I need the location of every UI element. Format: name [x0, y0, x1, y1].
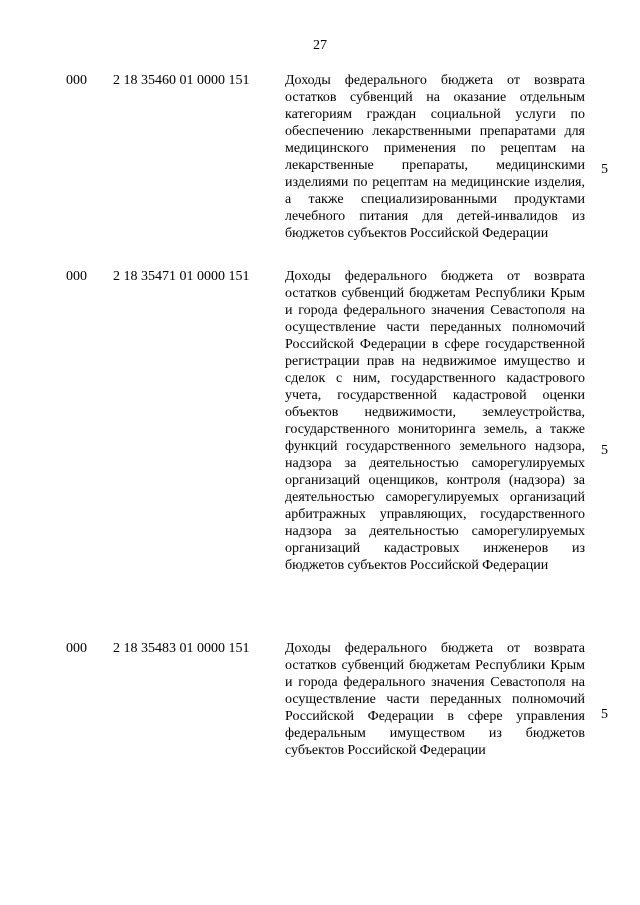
- revenue-description: Доходы федерального бюджета от возврата остатков субвенций бюджетам Республики Крым и города федерального значения Севастополя на осуществление части переданных полномочий Российской Федерации в сфере государственной регистрации прав на недвижимое имущество и сделок с ним, государственного кадастрового учета, государственной кадастровой оценки объектов недвижимости, землеустройства, государственного мониторинга земель, а также функций государственного земельного надзора, надзора за деятельностью саморегулируемых организаций оценщиков, контроля (надзора) за деятельностью саморегулируемых организаций арбитражных управляющих, государственного надзора за деятельностью саморегулируемых организаций кадастровых инженеров из бюджетов субъектов Российской Федерации: [285, 269, 585, 573]
- budget-classification-code: 2 18 35460 01 0000 151: [113, 73, 250, 88]
- budget-classification-code: 2 18 35483 01 0000 151: [113, 641, 250, 656]
- admin-code: 000: [66, 641, 87, 656]
- revenue-description: Доходы федерального бюджета от возврата остатков субвенций на оказание отдельным категориям граждан социальной услуги по обеспечению лекарственными препаратами для медицинского применения по рецептам на лекарственные препараты, медицинскими изделиями по рецептам на медицинские изделия, а также специализированными продуктами лечебного питания для детей-инвалидов из бюджетов субъектов Российской Федерации: [285, 73, 585, 241]
- budget-classification-code: 2 18 35471 01 0000 151: [113, 269, 250, 284]
- page-number: 27: [313, 38, 327, 53]
- amount-value: 5: [601, 443, 608, 458]
- revenue-description: Доходы федерального бюджета от возврата остатков субвенций бюджетам Республики Крым и города федерального значения Севастополя на осуществление части переданных полномочий Российской Федерации в сфере управления федеральным имуществом из бюджетов субъектов Российской Федерации: [285, 641, 585, 758]
- admin-code: 000: [66, 73, 87, 88]
- amount-value: 5: [601, 707, 608, 722]
- amount-value: 5: [601, 162, 608, 177]
- admin-code: 000: [66, 269, 87, 284]
